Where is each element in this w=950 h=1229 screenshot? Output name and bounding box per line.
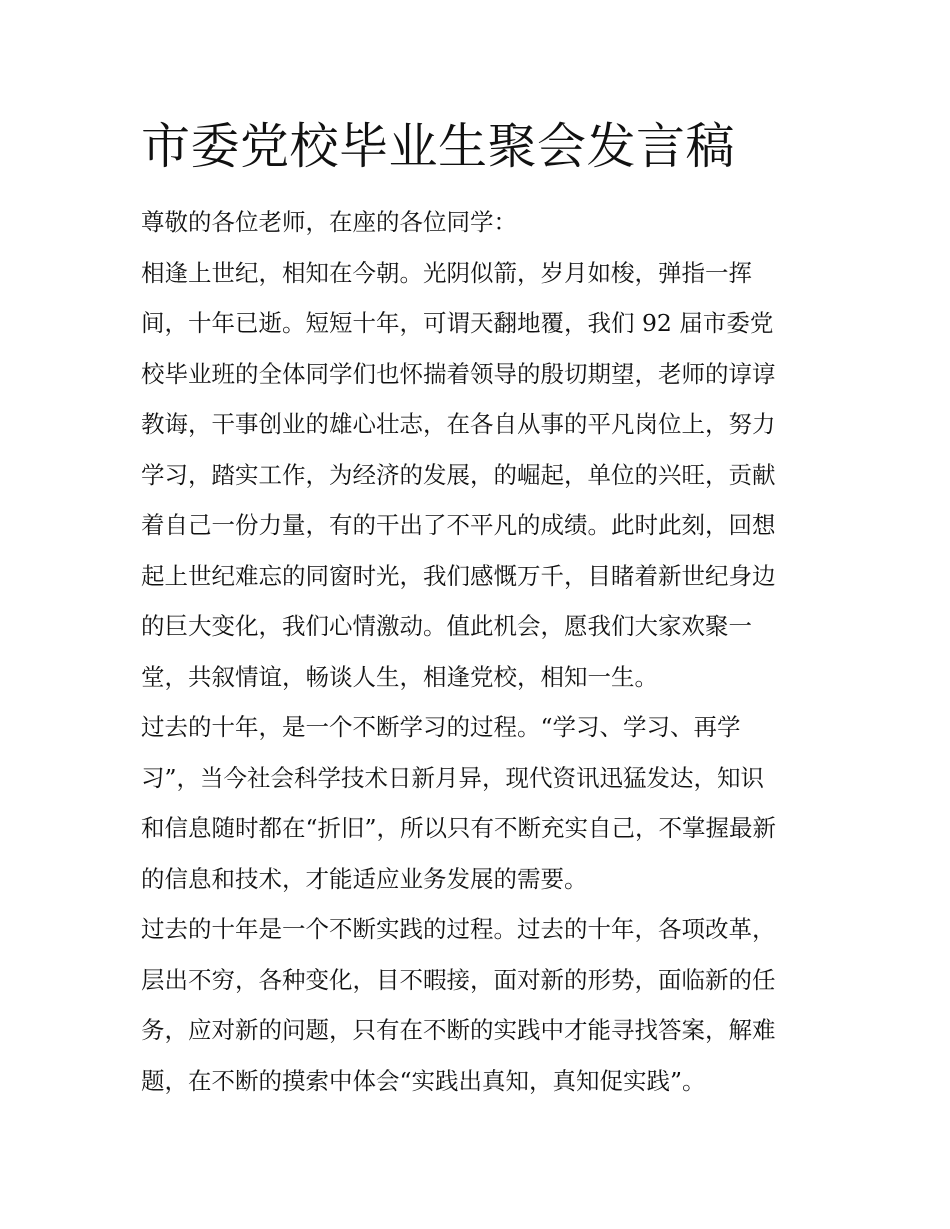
text-line: 的信息和技术，才能适应业务发展的需要。 (141, 864, 588, 893)
text-line: 间，十年已逝。短短十年，可谓天翻地覆，我们 92 届市委党 (141, 309, 774, 337)
text-line: 校毕业班的全体同学们也怀揣着领导的殷切期望，老师的谆谆 (141, 359, 776, 388)
paragraph-practice (141, 904, 821, 1106)
text-line: 相逢上世纪，相知在今朝。光阴似箭，岁月如梭，弹指一挥 (141, 258, 752, 287)
text-line: 过去的十年是一个不断实践的过程。过去的十年，各项改革， (141, 915, 776, 943)
paragraph-intro (141, 248, 821, 703)
paragraph-greeting (141, 197, 821, 248)
text-line: 题，在不断的摸索中体会“实践出真知，真知促实践”。 (141, 1066, 706, 1095)
text-line: 着自己一份力量，有的干出了不平凡的成绩。此时此刻，回想 (141, 511, 776, 539)
text-line: 的巨大变化，我们心情激动。值此机会，愿我们大家欢聚一 (141, 612, 752, 640)
text-line: 教诲，干事创业的雄心壮志，在各自从事的平凡岗位上，努力 (141, 410, 776, 438)
document-title: 市委党校毕业生聚会发言稿 (141, 118, 736, 175)
text-line: 务，应对新的问题，只有在不断的实践中才能寻找答案，解难 (141, 1016, 776, 1044)
text-line: 和信息随时都在“折旧”，所以只有不断充实自己，不掌握最新 (141, 814, 777, 842)
text-line: 尊敬的各位老师，在座的各位同学： (141, 208, 517, 236)
text-line: 堂，共叙情谊，畅谈人生，相逢党校，相知一生。 (141, 662, 658, 691)
text-line: 起上世纪难忘的同窗时光，我们感慨万千，目睹着新世纪身边 (141, 561, 776, 590)
text-line: 层出不穷，各种变化，目不暇接，面对新的形势，面临新的任 (141, 965, 776, 994)
text-line: 习”，当今社会科学技术日新月异，现代资讯迅猛发达，知识 (141, 763, 765, 792)
document-body (141, 197, 821, 1106)
text-line: 学习，踏实工作，为经济的发展，的崛起，单位的兴旺，贡献 (141, 460, 776, 489)
paragraph-learning (141, 702, 821, 904)
text-line: 过去的十年，是一个不断学习的过程。“学习、学习、再学 (141, 713, 741, 741)
